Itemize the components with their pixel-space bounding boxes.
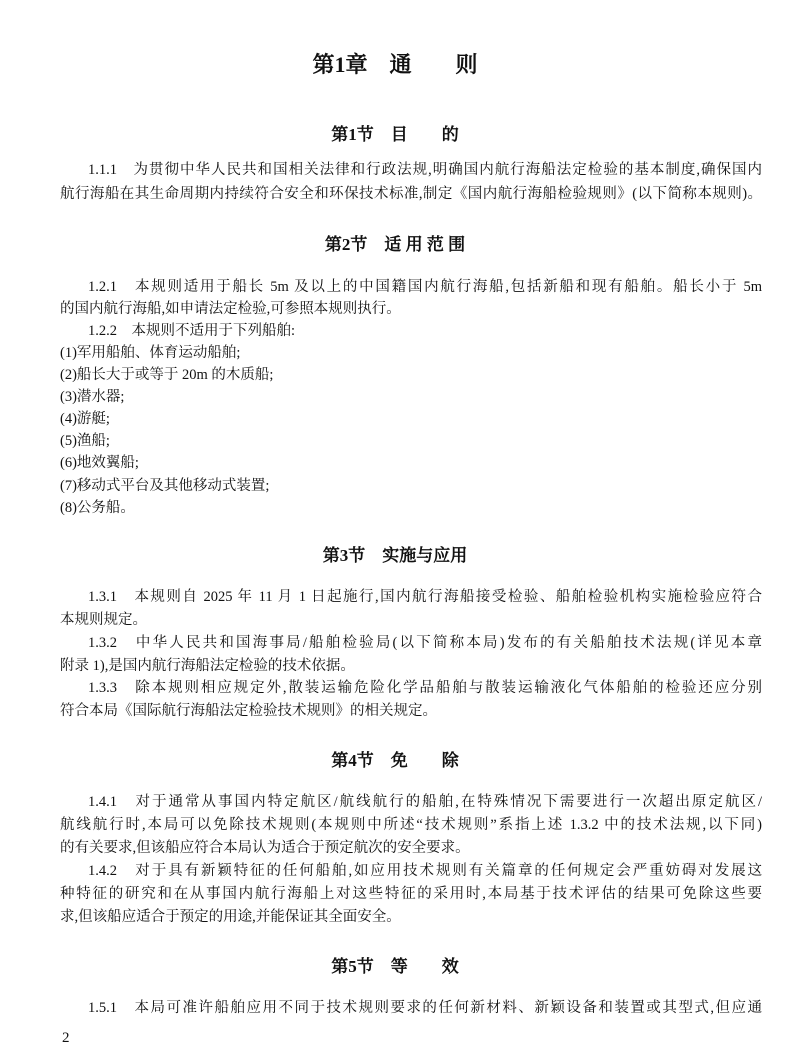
paragraph-line: 航线航行时,本局可以免除技术规则(本规则中所述“技术规则”系指上述 1.3.2 中的技术法规,以下同) bbox=[60, 817, 762, 833]
paragraph-line: 的国内航行海船,如申请法定检验,可参照本规则执行。 bbox=[60, 301, 401, 317]
paragraph-line: 1.4.1 对于通常从事国内特定航区/航线航行的船舶,在特殊情况下需要进行一次超出原定航区/ bbox=[88, 794, 762, 810]
list-item: (1)军用船舶、体育运动船舶; bbox=[60, 345, 241, 361]
paragraph-line: 本规则规定。 bbox=[60, 612, 147, 628]
list-item: (2)船长大于或等于 20m 的木质船; bbox=[60, 367, 274, 383]
paragraph-line: 附录 1),是国内航行海船法定检验的技术依据。 bbox=[60, 658, 355, 674]
section-title: 第1节 目 的 bbox=[331, 125, 459, 144]
paragraph-line: 的有关要求,但该船应符合本局认为适合于预定航次的安全要求。 bbox=[60, 840, 470, 856]
list-item: (3)潜水器; bbox=[60, 389, 125, 405]
paragraph-line: 种特征的研究和在从事国内航行海船上对这些特征的采用时,本局基于技术评估的结果可免除这些要 bbox=[60, 886, 762, 902]
chapter-title: 第1章 通 则 bbox=[312, 52, 478, 77]
paragraph-line: 求,但该船应适合于预定的用途,并能保证其全面安全。 bbox=[60, 909, 401, 925]
page-number: 2 bbox=[62, 1030, 70, 1046]
paragraph-line: 1.3.2 中华人民共和国海事局/船舶检验局(以下简称本局)发布的有关船舶技术法规(详见本章 bbox=[88, 635, 762, 651]
paragraph-line: 1.2.1 本规则适用于船长 5m 及以上的中国籍国内航行海船,包括新船和现有船舶。船长小于 5m bbox=[88, 279, 762, 295]
paragraph-line: 1.1.1 为贯彻中华人民共和国相关法律和行政法规,明确国内航行海船法定检验的基本制度,确保国内 bbox=[88, 162, 762, 178]
paragraph-line: 1.4.2 对于具有新颖特征的任何船舶,如应用技术规则有关篇章的任何规定会严重妨碍对发展这 bbox=[88, 863, 762, 879]
paragraph-line: 1.3.1 本规则自 2025 年 11 月 1 日起施行,国内航行海船接受检验、船舶检验机构实施检验应符合 bbox=[88, 589, 762, 605]
paragraph-line: 航行海船在其生命周期内持续符合安全和环保技术标准,制定《国内航行海船检验规则》(以下简称本规则)。 bbox=[60, 186, 762, 202]
list-item: (4)游艇; bbox=[60, 411, 110, 427]
list-item: (5)渔船; bbox=[60, 433, 110, 449]
section-title: 第5节 等 效 bbox=[331, 957, 459, 976]
paragraph-line: 符合本局《国际航行海船法定检验技术规则》的相关规定。 bbox=[60, 703, 437, 719]
paragraph-line: 1.2.2 本规则不适用于下列船舶: bbox=[88, 323, 296, 339]
paragraph-line: 1.3.3 除本规则相应规定外,散装运输危险化学品船舶与散装运输液化气体船舶的检验还应分别 bbox=[88, 680, 762, 696]
section-title: 第2节 适 用 范 围 bbox=[324, 235, 466, 254]
section-title: 第3节 实施与应用 bbox=[322, 546, 468, 565]
section-title: 第4节 免 除 bbox=[331, 751, 459, 770]
list-item: (8)公务船。 bbox=[60, 500, 135, 516]
paragraph-line: 1.5.1 本局可准许船舶应用不同于技术规则要求的任何新材料、新颖设备和装置或其型式,但应通 bbox=[88, 1000, 762, 1016]
list-item: (7)移动式平台及其他移动式装置; bbox=[60, 478, 270, 494]
list-item: (6)地效翼船; bbox=[60, 455, 139, 471]
